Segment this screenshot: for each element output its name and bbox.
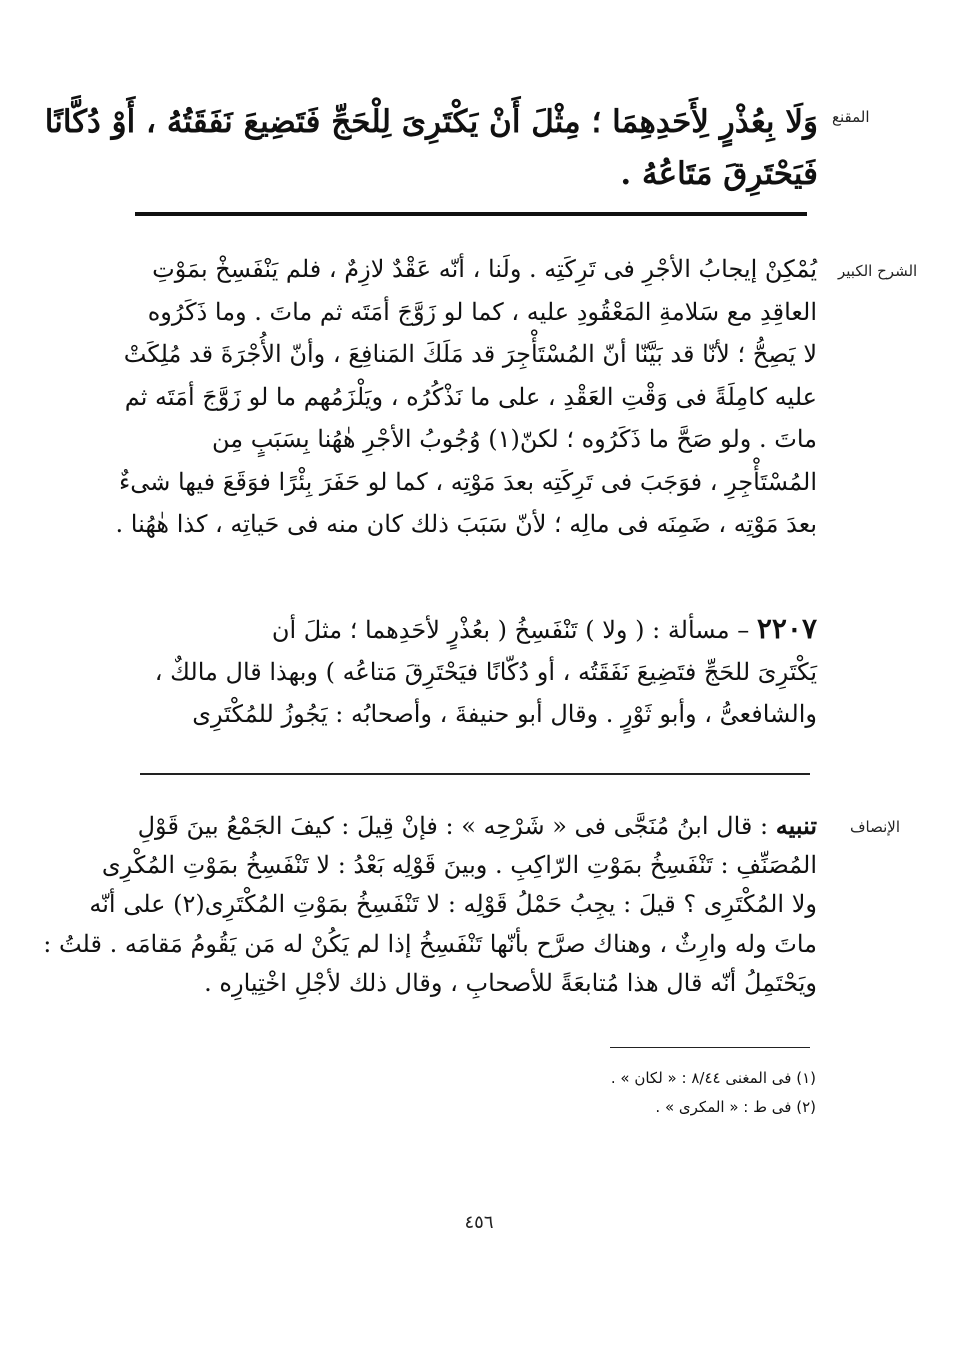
insaf-line-1 <box>135 806 817 846</box>
sharh-line-6: المُسْتَأْجِرِ ، فوَجَبَ فى تَرِكَتِه بعدَ مَوْتِه ، كما لو حَفَرَ بِئْرًا فوَقَعَ فيها شىءٌ <box>118 467 817 496</box>
sharh-line-1: يُمْكِنْ إيجابُ الأجْرِ فى تَرِكَتِه . ولَنا ، أنّه عَقْدٌ لازِمٌ ، فلم يَنْفَسِخْ بمَوْتِ <box>152 255 817 283</box>
section-label-insaf: الإنصاف <box>850 818 901 836</box>
section-label-muqni: المقنع <box>832 108 870 126</box>
footnote-2: (٢) فى ط : « المكرى » . <box>655 1098 816 1116</box>
section-divider-thick <box>135 212 807 216</box>
insaf-line-5: ويَحْتَمِلُ أنّه قال هذا مُتابعَةً للأصحابِ ، وقال ذلك لأجْلِ اخْتِيارِه . <box>204 969 817 997</box>
sharh-line-5: ماتَ . ولو صَحَّ ما ذَكَرُوه ؛ لكنّ(١) وُجُوبُ الأجْرِ هٰهُنا بِسَبَبٍ مِن <box>211 425 817 453</box>
masala-line-3: والشافعىُّ ، وأبو ثَوْرٍ . وقال أبو حنيفةَ ، وأصحابُه : يَجُوزُ للمُكْتَرِى <box>192 700 817 728</box>
masala-line-1 <box>135 608 817 651</box>
masala-line-2: يَكْتَرِىَ للحَجِّ فتَضِيعَ نَفَقَتُه ، أو دُكّانًا فيَحْتَرِقَ مَتاعُه ) وبهذا قال مالكٌ ، <box>154 657 817 686</box>
sharh-text <box>115 248 817 546</box>
sharh-line-4: عليه كامِلَةً فى وَقْتِ العَقْدِ ، على ما نَذْكُرُه ، ويَلْزَمُهم ما لو زَوَّجَ أمَتَه ثم <box>124 382 817 411</box>
page-number: ٤٥٦ <box>464 1212 494 1233</box>
footnote-1: (١) فى المغنى ٨/٤٤ : « لكان » . <box>610 1069 816 1087</box>
insaf-line-3: ولا المُكْتَرِى ؟ قيلَ : يجِبُ حَمْلُ قَوْلِه : لا تَنْفَسِخُ بمَوْتِ المُكْتَرِى(٢) على أنّه <box>89 890 817 918</box>
sharh-line-7: بعدَ مَوْتِه ، ضَمِنَه فى مالِه ؛ لأنّ سَبَبَ ذلك كان منه فى حَياتِه ، كذا هٰهُنا . <box>115 510 817 538</box>
masala-number: ٢٢٠٧ <box>756 612 817 645</box>
insaf-line-4: ماتَ وله وارِثٌ ، وهناك صرَّح بأنّها تَنْفَسِخُ إذا لم يَكُنْ له مَن يَقُومُ مَقامَه . قلتُ : <box>43 929 817 958</box>
masala-line-1-text: – مسألة : ( ولا ) تَنْفَسِخُ ( بعُذْرٍ لأحَدِهما ؛ مثلَ أن <box>271 616 750 644</box>
muqni-line-1: وَلَا بِعُذْرٍ لِأَحَدِهِمَا ؛ مِثْلَ أَنْ يَكْتَرِىَ لِلْحَجِّ فَتَضِيعَ نَفَقَتُهُ ، أَوْ دُكَّانًا <box>44 104 818 140</box>
insaf-line-2: المُصَنِّفِ : تَنْفَسِخُ بمَوْتِ الرّاكِبِ . وبينَ قَوْلِه بَعْدُ : لا تَنْفَسِخُ بمَوْتِ المُكْرِى <box>101 850 817 879</box>
sharh-line-2: العاقِدِ مع سَلامةِ المَعْقُودِ عليه ، كما لو زَوَّجَ أمَتَه ثم ماتَ . وما ذَكَرُوه <box>147 297 817 326</box>
section-divider-thin <box>140 773 810 775</box>
masala-block <box>135 608 817 736</box>
footnote-divider <box>610 1047 810 1048</box>
muqni-line-2: فَيَحْتَرِقَ مَتَاعُهُ . <box>620 156 818 192</box>
insaf-line-1-text: : قال ابنُ مُنَجَّى فى « شَرْحِه » : فإنْ قِيلَ : كيفَ الجَمْعُ بينَ قَوْلِ <box>137 812 769 840</box>
section-label-sharh: الشرح الكبير <box>838 262 918 280</box>
insaf-lead-word: تنبيه <box>775 811 817 840</box>
footnotes <box>560 1064 816 1122</box>
muqni-text <box>44 96 818 200</box>
sharh-line-3: لا يَصِحُّ ؛ لأنّا قد بَيَّنّا أنّ المُسْتَأْجِرَ قد مَلَكَ المَنافِعَ ، وأنّ الأُجْرَةَ قد مُلِكَتْ <box>123 340 817 368</box>
insaf-text <box>43 806 817 1004</box>
